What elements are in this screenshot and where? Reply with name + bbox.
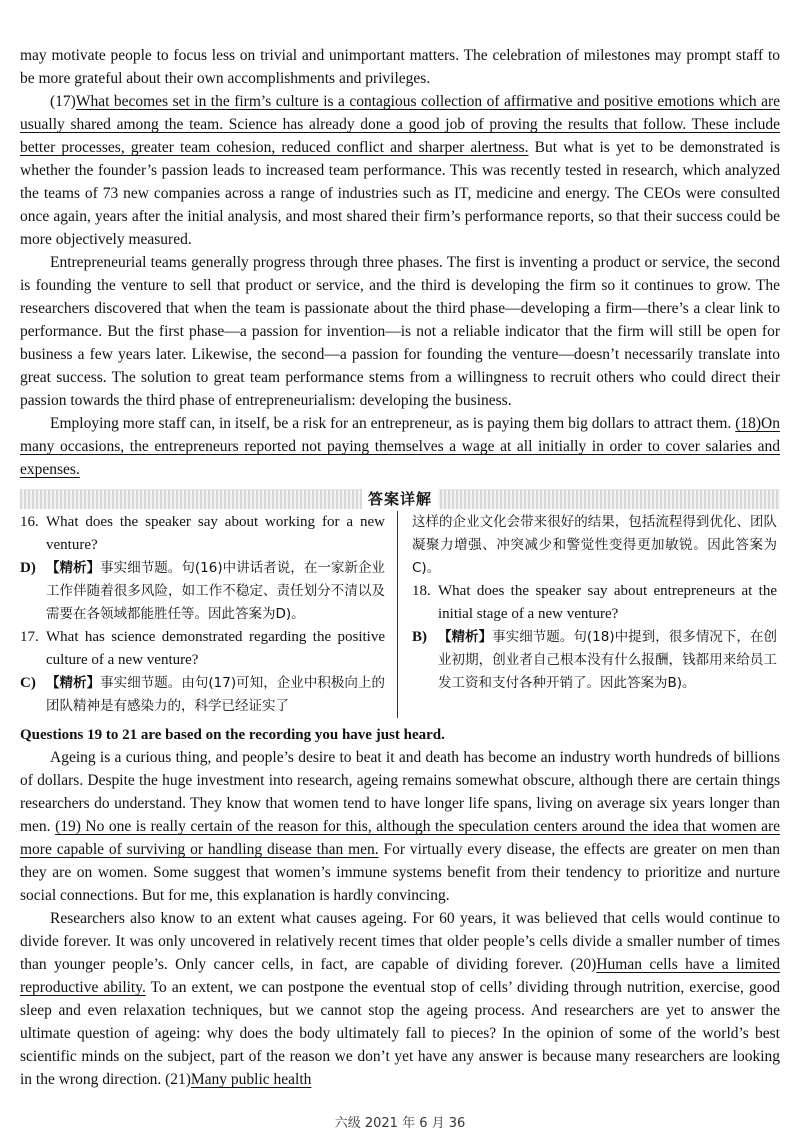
question-17-text: What has science demonstrated regarding the positive culture of a new venture? [46,629,385,668]
question-16-number: 16. [20,514,39,530]
answer-16-letter: D) [20,560,36,576]
answer-17-continued: 这样的企业文化会带来很好的结果，包括流程得到优化、团队凝聚力增强、冲突减少和警觉性变得更加敏锐。因此答案为C)。 [412,514,777,576]
paragraph-17-rest: But what is yet to be demonstrated is whether the founder’s passion leads to increased team performance. This was recently tested in research, which analyzed the teams of 73 new companies across a range of industries such as IT, medicine and energy. The CEOs were consulted once again, years after the initial analysis, and most shared their firm’s performance reports, so that their success could be more objectively measured. [20,139,781,248]
paragraph-20-21 [20,907,780,1091]
marker-17: (17) [50,93,76,110]
paragraph-18 [20,412,780,481]
underlined-answer-19: (19) No one is really certain of the reason for this, although the speculation centers around the idea that women are more capable of surviving or handling disease than men. [20,818,781,858]
question-18-text: What does the speaker say about entrepreneurs at the initial stage of a new venture? [438,583,777,622]
paragraph-19-rest: For virtually every disease, the effects are greater on men than they are on women. Some suggest that women’s immune systems benefit from their tendency to prioritize and nurture social connections. But for me, this explanation is hardly convincing. [20,841,780,904]
answer-16-tag: 【精析】 [46,560,101,576]
answer-17-text: 事实细节题。由句(17)可知，企业中积极向上的团队精神是有感染力的，科学已经证实了 [46,675,385,714]
paragraph-20-mid: To an extent, we can postpone the eventual stop of cells’ dividing through nutrition, exercise, good sleep and even relaxation techniques, but we cannot stop the ageing process. And researchers are yet to answer the ultimate question of ageing: why does the body ultimately fall to pieces? In the opinion of some of the world’s best scientific minds on the subject, part of the reason we don’t yet have any answer is because many researchers are looking in the wrong direction. (21) [20,979,780,1088]
answer-column-right [398,511,777,718]
question-17-number: 17. [20,629,39,645]
underlined-answer-20: Human cells have a limited reproductive ability. [20,956,780,996]
underlined-answer-17: What becomes set in the firm’s culture is a contagious collection of affirmative and positive emotions which are usually shared among the team. Science has already done a good job of proving the results that follow. These include better processes, greater team cohesion, reduced conflict and sharper alertness. [20,93,780,156]
underlined-answer-21: Many public health [190,1071,312,1088]
section-heading: Questions 19 to 21 are based on the recording you have just heard. [20,727,445,743]
question-16-text: What does the speaker say about working for a new venture? [46,514,385,553]
paragraph-intro: may motivate people to focus less on trivial and unimportant matters. The celebration of milestones may prompt staff to be more grateful about their own accomplishments and privileges. [20,47,780,87]
answer-columns [20,511,780,718]
page-footer: 六级 2021 年 6 月 36 [334,1116,466,1131]
underlined-answer-18: (18)On many occasions, the entrepreneurs reported not paying themselves a wage at all initially in order to cover salaries and expenses. [20,415,780,478]
answer-column-left [20,511,398,718]
answer-banner [20,489,780,509]
answer-18-text: 事实细节题。句(18)中提到，很多情况下，在创业初期，创业者自己根本没有什么报酬，钱都用来给员工发工资和支付各种开销了。因此答案为B)。 [438,629,777,691]
question-17 [20,626,385,672]
answer-banner-title: 答案详解 [362,488,438,509]
answer-17 [20,672,385,718]
question-16 [20,511,385,557]
answer-17-letter: C) [20,675,36,691]
answer-18 [412,626,777,695]
answer-18-tag: 【精析】 [438,629,493,645]
paragraph-19-pre: Ageing is a curious thing, and people’s desire to beat it and death has become an industry worth hundreds of billions of dollars. Despite the huge investment into research, ageing remains somewhat obscure, although there are certain things researchers do understand. They know that women tend to have longer life spans, living on average six years longer than men. [20,749,780,835]
answer-16 [20,557,385,626]
answer-17-tag: 【精析】 [46,675,101,691]
paragraph-17 [20,90,780,251]
paragraph-20-pre: Researchers also know to an extent what causes ageing. For 60 years, it was believed that cells would continue to divide forever. It was only uncovered in relatively recent times that older people’s cells divide a smaller number of times than younger people’s. Only cancer cells, in fact, are capable of dividing forever. (20) [20,910,780,973]
answer-18-letter: B) [412,629,427,645]
question-18-number: 18. [412,583,431,599]
paragraph-18-pre: Employing more staff can, in itself, be a risk for an entrepreneur, as is paying them big dollars to attract them. [50,415,736,432]
paragraph-19 [20,746,780,907]
answer-16-text: 事实细节题。句(16)中讲话者说，在一家新企业工作伴随着很多风险，如工作不稳定、责任划分不清以及需要在各领域都能胜任等。因此答案为D)。 [46,560,385,622]
question-18 [412,580,777,626]
document-page [20,44,780,1091]
paragraph-phases: Entrepreneurial teams generally progress through three phases. The first is inventing a product or service, the second is founding the venture to sell that product or service, and the third is developing the firm so it continues to grow. The researchers discovered that when the team is passionate about the third phase—developing a firm—there’s a clear link to performance. But the first phase—a passion for invention—is not a reliable indicator that the firm will still be open for business a few years later. Likewise, the second—a passion for founding the venture—doesn’t necessarily translate into great success. The solution to great team performance stems from a willingness to recruit others who could direct their passion towards the third phase of entrepreneurialism: developing the business. [20,254,780,409]
